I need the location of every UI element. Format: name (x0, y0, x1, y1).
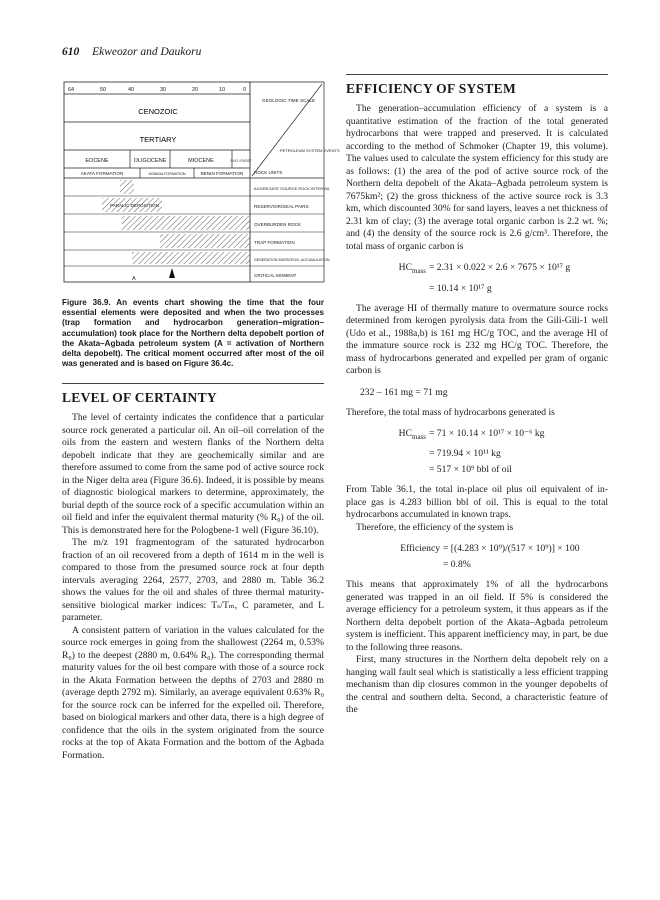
paragraph: The m/z 191 fragmentogram of the saturated hydrocarbon fraction of an oil recovered from a depth of 1614 m in the well is compared to those from the presumed source rock at four depth intervals averaging 2264, 2577, 2703, and 2880 m. Table 36.2 shows the values for the oil and shales of three thermal maturity-sensitive biological marker indices: Tₛ/Tₘ, C parameter, and L parameter. (62, 537, 324, 624)
period-label: TERTIARY (139, 135, 177, 144)
eq-lhs: HC (398, 262, 412, 273)
paragraph: The level of certainty indicates the confidence that a particular source rock generated a particular oil. An oil–oil correlation of the oils from the eastern and western flanks of the Northern delta depobelt indicate that they are geochemically similar and are therefore assumed to come from the same pod of active source rock in the Niger delta area (Figure 36.6). Indeed, it is possible by means of diagnostic biological markers to determine, approximately, the burial depth of the source rock of a specific accumulation within an oil field and infer the equivalent thermal maturity (% R₀) of the oil. This is demonstrated here for the Pologbene-1 well (Figure 36.10). (62, 412, 324, 536)
running-header (62, 46, 201, 58)
eq-lhs: Efficiency (400, 543, 440, 555)
left-column (62, 292, 324, 762)
source-rock-bar (120, 180, 134, 194)
eq-sub: mass (412, 266, 426, 275)
eq-line: = [(4.283 × 10⁹)/(517 × 10⁹)] × 100 (443, 543, 580, 555)
heading-efficiency-of-system: EFFICIENCY OF SYSTEM (346, 74, 608, 97)
tick-label: 40 (128, 87, 135, 93)
petroleum-events-label: PETROLEUM SYSTEM EVENTS (280, 148, 340, 153)
event-label: CRITICAL MOMENT (254, 273, 297, 278)
paragraph: Therefore, the total mass of hydrocarbons generated is (346, 406, 555, 418)
marker-a-label: A (132, 276, 136, 282)
right-column (346, 74, 608, 717)
eq-line: = 0.8% (443, 559, 471, 571)
equation-total-mass (346, 427, 608, 476)
formation-label: AKATA FORMATION (80, 171, 124, 176)
overburden-bar (122, 216, 250, 230)
eq-line: 232 – 161 mg = 71 mg (360, 386, 448, 398)
event-label: TRAP FORMATION (254, 240, 295, 245)
figure-caption: Figure 36.9. An events chart showing the time that the four essential elements were deposited and when the two processes (trap formation and hydrocarbon generation–migration–accumulation) took place for the Northern delta depobelt portion of the Akata–Agbada petroleum system (A = activation of Northern delta depobelt). The critical moment occurred after most of the oil was generated and is based on Figure 36.4c. (62, 298, 324, 369)
events-chart-svg (62, 80, 340, 290)
eq-line: = 719.94 × 10¹¹ kg (429, 448, 501, 460)
paragraph: This means that approximately 1% of all the hydrocarbons generated was trapped in an oil field. If 5% is considered the average efficiency for a petroleum system, it thus appears as if the Northern delta depobelt portion of the Akata–Agbada petroleum system is inefficient. This apparent inefficiency may, in part, be due to the following three reasons. (346, 579, 608, 653)
tick-label: 20 (192, 87, 199, 93)
events-chart (62, 80, 340, 290)
tick-label: 64 (68, 87, 75, 93)
generation-bar (132, 252, 250, 264)
running-title: Ekweozor and Daukoru (92, 46, 202, 58)
eq-lhs: HC (398, 428, 412, 440)
heading-level-of-certainty: LEVEL OF CERTAINTY (62, 383, 324, 406)
paragraph: From Table 36.1, the total in-place oil plus oil equivalent of in-place gas is 4.283 billion bbl of oil. This is equal to the total hydrocarbons accumulated in known traps. (346, 484, 608, 521)
event-label: GENERATION-MIGRATION -ACCUMULATION (254, 258, 330, 262)
critical-moment-marker (169, 268, 175, 278)
paragraph: The average HI of thermally mature to overmature source rocks determined from kerogen pyrolysis data from the Gili-Gili-1 well (Udo et al., 1988a,b) is 161 mg HC/g TOC, and the average HI of the immature source rock is 232 mg HC/g TOC. Therefore, the mass of hydrocarbons generated and expelled per gram of organic carbon is (346, 302, 608, 377)
event-label: OVERBURDEN ROCK (254, 222, 301, 227)
equation-hi-difference (360, 386, 608, 399)
page-number: 610 (62, 46, 80, 58)
epoch-label: EOCENE (85, 158, 109, 164)
epoch-label: OLIGOCENE (133, 158, 167, 164)
event-label: ROCK UNITS (254, 170, 283, 175)
eq-line: = 71 × 10.14 × 10¹⁷ × 10⁻⁶ kg (429, 428, 545, 440)
paragraph: A consistent pattern of variation in the values calculated for the source rock emerges in going from the shallowest (2264 m, 0.53% R₀) to the deepest (2880 m, 0.64% R₀). The corresponding thermal maturity values for the oil best compare with those of a source rock in the Akata Formation between the depths of 2703 and 2880 m (average depth 2792 m). Similarly, an average equivalent 0.63% R₀ for the source rock can be inferred for the expelled oil. Therefore, based on biological markers and other data, there is a high degree of confidence that the oils in the system originated from the source rocks at the top of Akata Formation and the bottom of the Agbada Formation. (62, 624, 324, 761)
paragraph: The generation–accumulation efficiency of a system is a quantitative estimation of the fraction of the total generated hydrocarbons that were trapped and preserved. It is calculated according to the method of Schmoker (Chapter 19, this volume). The values used to calculate the system efficiency for this study are as follows: (1) the area of the pod of active source rock of the Northern delta depobelt of the Akata–Agbada petroleum system is 7675km²; (2) the gross thickness of the active source rock is 3.3 km, which discounted 30% for sand layers, leaves a net thickness of 2.31 km of clay; (3) the average total organic carbon is 2.2 wt. %; and (4) the density of the source rock is 2.6 g/cm³. Therefore, the total mass of organic carbon is (346, 103, 608, 252)
eq-line: = 2.31 × 0.022 × 2.6 × 7675 × 10¹⁷ g (429, 262, 571, 273)
eq-line: = 10.14 × 10¹⁷ g (429, 282, 492, 294)
formation-label: AGBADA FORMATION (148, 172, 186, 176)
paragraph: Therefore, the efficiency of the system is (356, 521, 514, 533)
tick-label: 30 (160, 87, 167, 93)
event-label: AGGREGATE SOURCE ROCK INTERVAL (254, 186, 331, 191)
equation-hc-mass (346, 261, 608, 295)
paralic-label: PARALIC DEPOSITION (110, 203, 159, 208)
tick-label: 50 (100, 87, 107, 93)
trap-formation-bar (160, 234, 250, 248)
epoch-label: MIOCENE (188, 158, 214, 164)
tick-label: 0 (243, 87, 247, 93)
event-label: RESERVOIR/SEAL PAIRS (254, 204, 309, 209)
epoch-label: PLIO / PLEIST (230, 159, 252, 163)
eq-line: = 517 × 10⁹ bbl of oil (429, 464, 512, 476)
tick-label: 10 (219, 87, 226, 93)
era-label: CENOZOIC (138, 107, 178, 116)
eq-sub: mass (412, 433, 426, 442)
paragraph: First, many structures in the Northern delta depobelt rely on a hanging wall fault seal which is statistically a less efficient trapping mechanism than dip closures common in the younger depobelts of the central and southern delta. Second, a characteristic feature of the (346, 654, 608, 716)
formation-label: BENIN FORMATION (200, 171, 244, 176)
scale-label: GEOLOGIC TIME SCALE (262, 98, 316, 103)
equation-efficiency (346, 542, 608, 571)
